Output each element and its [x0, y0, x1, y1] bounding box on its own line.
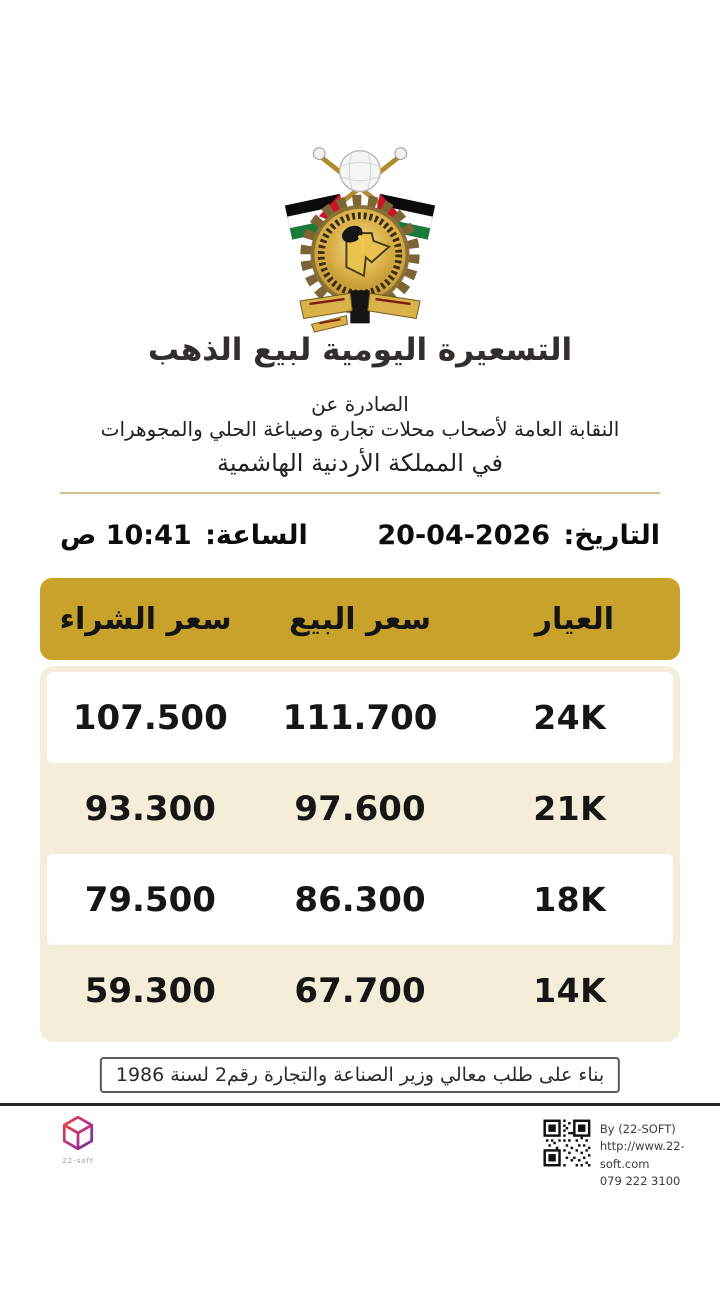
row-14k	[47, 945, 673, 1036]
date-label: التاريخ:	[563, 519, 660, 551]
credit-phone: 079 222 3100	[599, 1173, 681, 1188]
row-18k	[47, 854, 673, 945]
qr-code	[541, 1114, 593, 1172]
sell-price-cell: 67.700	[294, 970, 426, 1011]
date-value: 20-04-2026	[377, 519, 551, 551]
time-label: الساعة:	[205, 519, 308, 551]
credit-by: By (22-SOFT)	[599, 1122, 676, 1136]
ministerial-note: بناء على طلب معالي وزير الصناعة والتجارة رقم2 لسنة 1986	[100, 1057, 620, 1093]
karat-cell: 14K	[533, 971, 607, 1010]
syndicate-emblem	[282, 140, 438, 334]
credit-url: http://www.22-soft.com	[599, 1139, 685, 1171]
karat-cell: 18K	[533, 880, 607, 919]
datetime-row	[58, 512, 662, 558]
sell-price-cell: 111.700	[282, 697, 438, 738]
column-header-karat: العيار	[534, 601, 615, 637]
developer-credit	[541, 1114, 720, 1190]
credit-text-block	[600, 1114, 720, 1190]
sell-price-cell: 97.600	[294, 788, 426, 829]
buy-price-cell: 79.500	[84, 879, 216, 920]
issued-by-line: الصادرة عن	[311, 392, 409, 416]
footer-separator	[0, 1103, 720, 1106]
sell-price-cell: 86.300	[294, 879, 426, 920]
organization-line: النقابة العامة لأصحاب محلات تجارة وصياغة الحلي والمجوهرات	[100, 417, 620, 441]
date-field	[375, 520, 662, 551]
company-logo	[54, 1114, 102, 1165]
gold-divider	[60, 492, 660, 494]
column-header-buy-price: سعر الشراء	[59, 601, 232, 637]
buy-price-cell: 107.500	[72, 697, 228, 738]
column-header-sell-price: سعر البيع	[288, 601, 432, 637]
row-21k	[47, 763, 673, 854]
price-table-header	[40, 578, 680, 660]
time-value: 10:41 ص	[60, 519, 192, 551]
buy-price-cell: 93.300	[84, 788, 216, 829]
buy-price-cell: 59.300	[84, 970, 216, 1011]
karat-cell: 21K	[533, 789, 607, 828]
price-table-body	[40, 666, 680, 1042]
cube-logo-icon	[59, 1114, 97, 1152]
country-line: في المملكة الأردنية الهاشمية	[216, 449, 504, 477]
page-title: التسعيرة اليومية لبيع الذهب	[147, 332, 573, 368]
globe-icon	[340, 151, 381, 192]
time-field	[58, 520, 310, 551]
row-24k	[47, 672, 673, 763]
footer-bar	[0, 1112, 720, 1192]
company-logo-caption: 22-soft	[62, 1157, 94, 1165]
karat-cell: 24K	[533, 698, 607, 737]
